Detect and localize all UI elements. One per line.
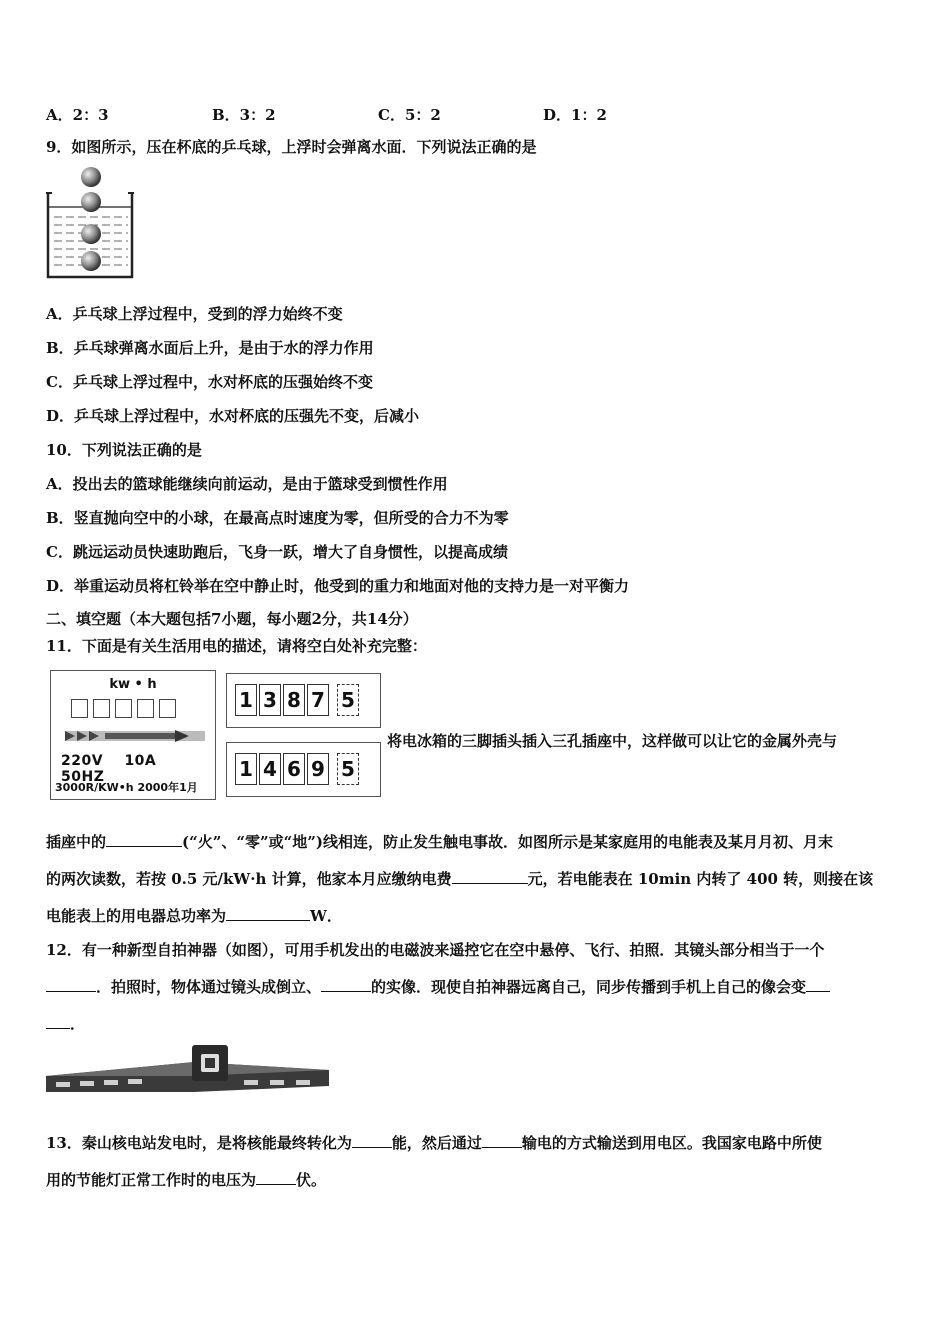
q11-line-4a: 电能表上的用电器总功率为 bbox=[46, 907, 227, 925]
q11-line-3 bbox=[46, 868, 873, 889]
q13-line-2a: 用的节能灯正常工作时的电压为 bbox=[46, 1171, 257, 1189]
meter-rotor-bar bbox=[65, 729, 205, 743]
q13-line-1b: 能，然后通过 bbox=[391, 1134, 482, 1152]
blank-transmission[interactable] bbox=[482, 1132, 522, 1148]
q9-option-c: C．乒乓球上浮过程中，水对杯底的压强始终不变 bbox=[46, 373, 373, 391]
decimal-digit: 5 bbox=[337, 684, 359, 716]
q12-line-3b: ． bbox=[70, 1015, 86, 1033]
section-title: 二、填空题（本大题包括7小题，每小题2分，共14分） bbox=[46, 610, 418, 628]
blank-wire[interactable] bbox=[106, 831, 182, 847]
q11-line-3a: 的两次读数，若按 0.5 元/kW·h 计算，他家本月应缴纳电费 bbox=[46, 870, 452, 888]
q12-line-3 bbox=[46, 1013, 85, 1034]
meter-boxes bbox=[71, 699, 176, 718]
q8-option-d: D．1：2 bbox=[543, 106, 607, 124]
meter-reading-end bbox=[226, 742, 381, 797]
blank-image-size[interactable] bbox=[321, 976, 371, 992]
digit: 6 bbox=[283, 753, 305, 785]
q13-line-1 bbox=[46, 1132, 822, 1153]
meter-unit: kw • h bbox=[109, 677, 157, 692]
q11-text-1: 将电冰箱的三脚插头插入三孔插座中，这样做可以让它的金属外壳与 bbox=[387, 732, 838, 750]
blank-energy[interactable] bbox=[352, 1132, 392, 1148]
digit: 7 bbox=[307, 684, 329, 716]
digit: 8 bbox=[283, 684, 305, 716]
q11-line-2b: (“火”、“零”或“地”)线相连，防止发生触电事故．如图所示是某家庭用的电能表及某月月初、月末 bbox=[182, 833, 833, 851]
q11-line-4b: W． bbox=[310, 907, 342, 925]
q13-line-2b: 伏。 bbox=[296, 1171, 327, 1189]
digit: 3 bbox=[259, 684, 281, 716]
selfie-drone-figure bbox=[44, 1040, 334, 1098]
q13-line-2 bbox=[46, 1169, 326, 1190]
meter-reading-start bbox=[226, 673, 381, 728]
meter-note: 3000R/KW•h 2000年1月 bbox=[55, 781, 198, 794]
q12-line-1: 12．有一种新型自拍神器（如图），可用手机发出的电磁波来遥控它在空中悬停、飞行、拍照．其镜头部分相当于一个 bbox=[46, 941, 825, 959]
q9-stem: 9．如图所示，压在杯底的乒乓球，上浮时会弹离水面．下列说法正确的是 bbox=[46, 138, 537, 156]
beaker-figure bbox=[44, 165, 136, 280]
blank-change-b[interactable] bbox=[46, 1013, 70, 1029]
q8-option-a: A．2：3 bbox=[46, 106, 109, 124]
blank-change-a[interactable] bbox=[806, 976, 830, 992]
q11-line-2a: 插座中的 bbox=[46, 833, 107, 851]
q8-option-c: C．5：2 bbox=[378, 106, 441, 124]
q12-line-2b: ．拍照时，物体通过镜头成倒立、 bbox=[96, 978, 322, 996]
digit: 9 bbox=[307, 753, 329, 785]
q9-option-a: A．乒乓球上浮过程中，受到的浮力始终不变 bbox=[46, 305, 343, 323]
decimal-digit: 5 bbox=[337, 753, 359, 785]
q10-stem: 10．下列说法正确的是 bbox=[46, 441, 202, 459]
q12-line-2 bbox=[46, 976, 830, 997]
q13-line-1a: 13．秦山核电站发电时，是将核能最终转化为 bbox=[46, 1134, 352, 1152]
blank-power[interactable] bbox=[226, 905, 310, 921]
blank-lens[interactable] bbox=[46, 976, 96, 992]
q11-stem: 11．下面是有关生活用电的描述，请将空白处补充完整： bbox=[46, 637, 427, 655]
q13-line-1c: 输电的方式输送到用电区。我国家电路中所使 bbox=[521, 1134, 822, 1152]
meter-voltage: 220V bbox=[61, 753, 104, 769]
meter-frequency: 50HZ bbox=[61, 769, 105, 785]
meter-current: 10A bbox=[124, 753, 157, 769]
blank-fee[interactable] bbox=[452, 868, 528, 884]
digit: 1 bbox=[235, 684, 257, 716]
q12-line-2d: 的实像．现使自拍神器远离自己，同步传播到手机上自己的像会变 bbox=[371, 978, 807, 996]
q10-option-d: D．举重运动员将杠铃举在空中静止时，他受到的重力和地面对他的支持力是一对平衡力 bbox=[46, 577, 630, 595]
digit: 4 bbox=[259, 753, 281, 785]
q11-line-4 bbox=[46, 905, 342, 926]
q8-option-b: B．3：2 bbox=[212, 106, 276, 124]
q11-line-3b: 元，若电能表在 10min 内转了 400 转，则接在该 bbox=[527, 870, 874, 888]
q10-option-c: C．跳远运动员快速助跑后，飞身一跃，增大了自身惯性，以提高成绩 bbox=[46, 543, 508, 561]
q9-option-d: D．乒乓球上浮过程中，水对杯底的压强先不变，后减小 bbox=[46, 407, 420, 425]
q10-option-a: A．投出去的篮球能继续向前运动，是由于篮球受到惯性作用 bbox=[46, 475, 448, 493]
meter-panel bbox=[50, 670, 216, 800]
q9-option-b: B．乒乓球弹离水面后上升，是由于水的浮力作用 bbox=[46, 339, 374, 357]
q10-option-b: B．竖直抛向空中的小球，在最高点时速度为零，但所受的合力不为零 bbox=[46, 509, 509, 527]
q11-line-2 bbox=[46, 831, 833, 852]
blank-voltage[interactable] bbox=[256, 1169, 296, 1185]
digit: 1 bbox=[235, 753, 257, 785]
